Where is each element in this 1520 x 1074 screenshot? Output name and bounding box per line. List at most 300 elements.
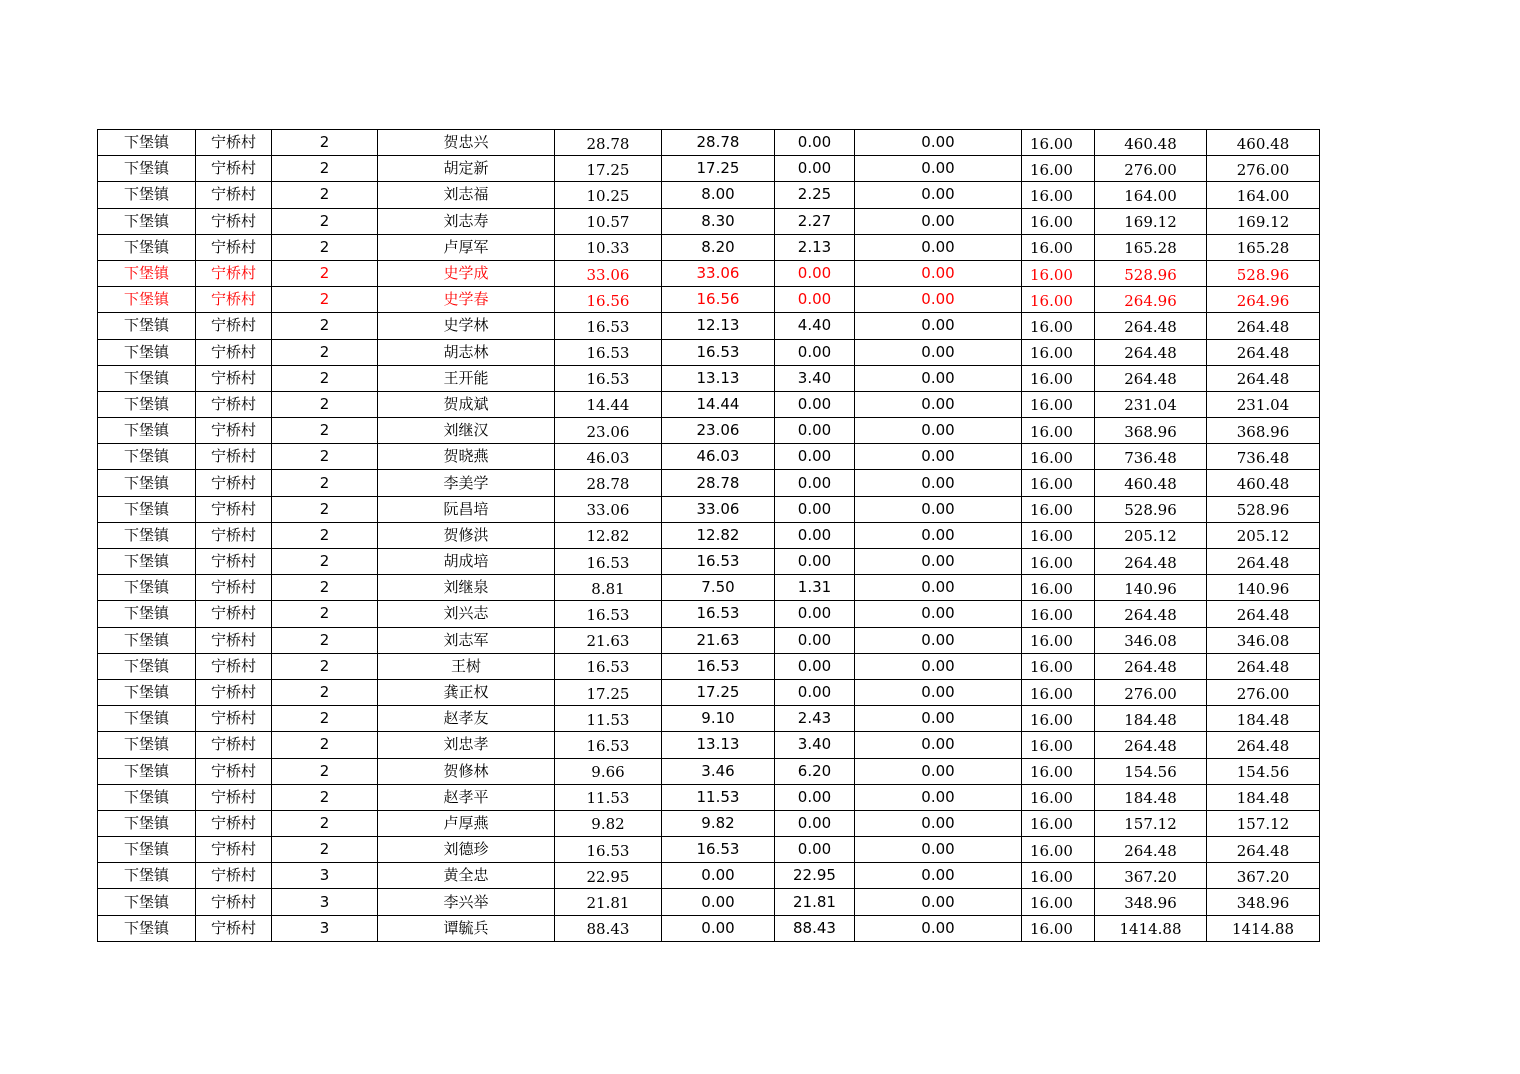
town-cell: 下堡镇 [98,234,196,260]
total-amount-cell: 736.48 [1207,444,1320,470]
area-b-cell: 0.00 [775,391,855,417]
area-c-cell: 0.00 [855,522,1022,548]
area-c-cell: 0.00 [855,601,1022,627]
area-b-cell: 88.43 [775,915,855,941]
total-area-cell: 33.06 [555,260,662,286]
area-c-cell: 0.00 [855,156,1022,182]
amount-cell: 264.48 [1095,653,1207,679]
area-a-cell: 3.46 [662,758,775,784]
group-cell: 2 [272,627,378,653]
area-c-cell: 0.00 [855,496,1022,522]
amount-cell: 264.48 [1095,313,1207,339]
village-cell: 宁桥村 [196,784,272,810]
group-cell: 2 [272,522,378,548]
name-cell: 史学春 [378,287,555,313]
name-cell: 王树 [378,653,555,679]
area-b-cell: 0.00 [775,418,855,444]
name-cell: 史学成 [378,260,555,286]
area-a-cell: 13.13 [662,732,775,758]
price-cell: 16.00 [1022,915,1095,941]
area-c-cell: 0.00 [855,313,1022,339]
area-b-cell: 0.00 [775,339,855,365]
group-cell: 2 [272,313,378,339]
total-area-cell: 9.66 [555,758,662,784]
total-area-cell: 10.57 [555,208,662,234]
name-cell: 阮昌培 [378,496,555,522]
village-cell: 宁桥村 [196,208,272,234]
area-c-cell: 0.00 [855,130,1022,156]
town-cell: 下堡镇 [98,418,196,444]
name-cell: 刘兴志 [378,601,555,627]
price-cell: 16.00 [1022,522,1095,548]
name-cell: 谭毓兵 [378,915,555,941]
total-area-cell: 21.63 [555,627,662,653]
village-cell: 宁桥村 [196,313,272,339]
total-amount-cell: 264.96 [1207,287,1320,313]
amount-cell: 276.00 [1095,679,1207,705]
amount-cell: 184.48 [1095,784,1207,810]
village-cell: 宁桥村 [196,758,272,784]
price-cell: 16.00 [1022,889,1095,915]
area-c-cell: 0.00 [855,418,1022,444]
total-amount-cell: 264.48 [1207,601,1320,627]
village-cell: 宁桥村 [196,915,272,941]
area-a-cell: 28.78 [662,470,775,496]
village-cell: 宁桥村 [196,418,272,444]
area-a-cell: 11.53 [662,784,775,810]
village-cell: 宁桥村 [196,182,272,208]
total-area-cell: 17.25 [555,156,662,182]
town-cell: 下堡镇 [98,679,196,705]
name-cell: 胡成培 [378,549,555,575]
table-row [98,601,1320,627]
town-cell: 下堡镇 [98,627,196,653]
total-area-cell: 11.53 [555,706,662,732]
total-amount-cell: 184.48 [1207,706,1320,732]
area-a-cell: 9.82 [662,810,775,836]
area-b-cell: 0.00 [775,837,855,863]
area-a-cell: 16.53 [662,601,775,627]
table-row [98,418,1320,444]
group-cell: 2 [272,732,378,758]
village-cell: 宁桥村 [196,575,272,601]
area-c-cell: 0.00 [855,653,1022,679]
village-cell: 宁桥村 [196,837,272,863]
village-cell: 宁桥村 [196,287,272,313]
table-row [98,365,1320,391]
price-cell: 16.00 [1022,208,1095,234]
name-cell: 王开能 [378,365,555,391]
price-cell: 16.00 [1022,837,1095,863]
price-cell: 16.00 [1022,260,1095,286]
group-cell: 2 [272,260,378,286]
village-cell: 宁桥村 [196,679,272,705]
group-cell: 2 [272,496,378,522]
area-a-cell: 16.53 [662,339,775,365]
group-cell: 2 [272,130,378,156]
table-row [98,863,1320,889]
area-b-cell: 0.00 [775,679,855,705]
price-cell: 16.00 [1022,365,1095,391]
town-cell: 下堡镇 [98,208,196,234]
area-a-cell: 17.25 [662,679,775,705]
total-area-cell: 16.53 [555,601,662,627]
area-b-cell: 0.00 [775,653,855,679]
price-cell: 16.00 [1022,784,1095,810]
village-cell: 宁桥村 [196,601,272,627]
group-cell: 2 [272,339,378,365]
name-cell: 李美学 [378,470,555,496]
total-amount-cell: 264.48 [1207,339,1320,365]
area-c-cell: 0.00 [855,391,1022,417]
table-row [98,260,1320,286]
area-a-cell: 16.53 [662,653,775,679]
total-area-cell: 46.03 [555,444,662,470]
amount-cell: 528.96 [1095,260,1207,286]
total-area-cell: 28.78 [555,470,662,496]
area-a-cell: 8.20 [662,234,775,260]
area-a-cell: 28.78 [662,130,775,156]
village-cell: 宁桥村 [196,234,272,260]
area-c-cell: 0.00 [855,863,1022,889]
price-cell: 16.00 [1022,679,1095,705]
town-cell: 下堡镇 [98,287,196,313]
area-a-cell: 8.30 [662,208,775,234]
total-amount-cell: 184.48 [1207,784,1320,810]
village-cell: 宁桥村 [196,444,272,470]
name-cell: 贺晓燕 [378,444,555,470]
name-cell: 史学林 [378,313,555,339]
area-b-cell: 0.00 [775,156,855,182]
town-cell: 下堡镇 [98,130,196,156]
total-area-cell: 16.53 [555,732,662,758]
area-c-cell: 0.00 [855,182,1022,208]
price-cell: 16.00 [1022,130,1095,156]
village-cell: 宁桥村 [196,260,272,286]
price-cell: 16.00 [1022,234,1095,260]
village-cell: 宁桥村 [196,522,272,548]
town-cell: 下堡镇 [98,575,196,601]
table-row [98,575,1320,601]
town-cell: 下堡镇 [98,260,196,286]
area-a-cell: 13.13 [662,365,775,391]
price-cell: 16.00 [1022,470,1095,496]
amount-cell: 1414.88 [1095,915,1207,941]
village-cell: 宁桥村 [196,732,272,758]
group-cell: 2 [272,575,378,601]
amount-cell: 264.48 [1095,732,1207,758]
area-b-cell: 1.31 [775,575,855,601]
name-cell: 赵孝友 [378,706,555,732]
amount-cell: 264.48 [1095,601,1207,627]
price-cell: 16.00 [1022,758,1095,784]
table-row [98,313,1320,339]
table-row [98,522,1320,548]
total-amount-cell: 157.12 [1207,810,1320,836]
town-cell: 下堡镇 [98,732,196,758]
area-c-cell: 0.00 [855,208,1022,234]
total-amount-cell: 367.20 [1207,863,1320,889]
name-cell: 刘继汉 [378,418,555,444]
total-area-cell: 9.82 [555,810,662,836]
group-cell: 3 [272,915,378,941]
amount-cell: 346.08 [1095,627,1207,653]
total-area-cell: 88.43 [555,915,662,941]
price-cell: 16.00 [1022,156,1095,182]
price-cell: 16.00 [1022,627,1095,653]
total-area-cell: 17.25 [555,679,662,705]
total-area-cell: 16.53 [555,339,662,365]
group-cell: 2 [272,679,378,705]
price-cell: 16.00 [1022,496,1095,522]
total-amount-cell: 154.56 [1207,758,1320,784]
price-cell: 16.00 [1022,391,1095,417]
table-row [98,470,1320,496]
town-cell: 下堡镇 [98,470,196,496]
total-amount-cell: 348.96 [1207,889,1320,915]
total-area-cell: 16.53 [555,653,662,679]
group-cell: 2 [272,287,378,313]
village-cell: 宁桥村 [196,889,272,915]
name-cell: 黄全忠 [378,863,555,889]
total-amount-cell: 140.96 [1207,575,1320,601]
price-cell: 16.00 [1022,575,1095,601]
price-cell: 16.00 [1022,863,1095,889]
area-b-cell: 0.00 [775,496,855,522]
total-area-cell: 28.78 [555,130,662,156]
amount-cell: 368.96 [1095,418,1207,444]
data-table [97,129,1320,942]
area-c-cell: 0.00 [855,706,1022,732]
village-cell: 宁桥村 [196,391,272,417]
town-cell: 下堡镇 [98,863,196,889]
table-row [98,627,1320,653]
total-area-cell: 16.53 [555,313,662,339]
area-c-cell: 0.00 [855,575,1022,601]
town-cell: 下堡镇 [98,182,196,208]
area-a-cell: 8.00 [662,182,775,208]
village-cell: 宁桥村 [196,863,272,889]
area-a-cell: 14.44 [662,391,775,417]
area-b-cell: 2.27 [775,208,855,234]
village-cell: 宁桥村 [196,470,272,496]
area-c-cell: 0.00 [855,444,1022,470]
group-cell: 2 [272,156,378,182]
area-a-cell: 0.00 [662,889,775,915]
town-cell: 下堡镇 [98,444,196,470]
name-cell: 贺修林 [378,758,555,784]
amount-cell: 184.48 [1095,706,1207,732]
town-cell: 下堡镇 [98,522,196,548]
area-c-cell: 0.00 [855,287,1022,313]
area-c-cell: 0.00 [855,810,1022,836]
name-cell: 卢厚燕 [378,810,555,836]
area-a-cell: 17.25 [662,156,775,182]
town-cell: 下堡镇 [98,784,196,810]
total-area-cell: 16.53 [555,365,662,391]
area-b-cell: 22.95 [775,863,855,889]
area-c-cell: 0.00 [855,679,1022,705]
area-b-cell: 3.40 [775,365,855,391]
total-amount-cell: 264.48 [1207,313,1320,339]
total-area-cell: 23.06 [555,418,662,444]
amount-cell: 264.48 [1095,339,1207,365]
name-cell: 李兴举 [378,889,555,915]
name-cell: 刘志军 [378,627,555,653]
amount-cell: 528.96 [1095,496,1207,522]
total-amount-cell: 164.00 [1207,182,1320,208]
table-row [98,444,1320,470]
total-area-cell: 16.56 [555,287,662,313]
town-cell: 下堡镇 [98,496,196,522]
area-c-cell: 0.00 [855,470,1022,496]
total-amount-cell: 1414.88 [1207,915,1320,941]
area-a-cell: 46.03 [662,444,775,470]
amount-cell: 264.96 [1095,287,1207,313]
village-cell: 宁桥村 [196,339,272,365]
amount-cell: 460.48 [1095,130,1207,156]
amount-cell: 205.12 [1095,522,1207,548]
group-cell: 2 [272,182,378,208]
area-c-cell: 0.00 [855,365,1022,391]
total-amount-cell: 264.48 [1207,549,1320,575]
amount-cell: 154.56 [1095,758,1207,784]
area-b-cell: 0.00 [775,549,855,575]
area-b-cell: 0.00 [775,287,855,313]
town-cell: 下堡镇 [98,549,196,575]
name-cell: 贺修洪 [378,522,555,548]
name-cell: 胡定新 [378,156,555,182]
area-c-cell: 0.00 [855,627,1022,653]
table-row [98,339,1320,365]
town-cell: 下堡镇 [98,601,196,627]
price-cell: 16.00 [1022,549,1095,575]
name-cell: 赵孝平 [378,784,555,810]
area-b-cell: 2.13 [775,234,855,260]
town-cell: 下堡镇 [98,365,196,391]
area-b-cell: 0.00 [775,601,855,627]
area-a-cell: 12.13 [662,313,775,339]
total-amount-cell: 460.48 [1207,130,1320,156]
table-row [98,653,1320,679]
group-cell: 2 [272,706,378,732]
group-cell: 2 [272,784,378,810]
amount-cell: 165.28 [1095,234,1207,260]
table-row [98,549,1320,575]
area-b-cell: 21.81 [775,889,855,915]
total-area-cell: 11.53 [555,784,662,810]
town-cell: 下堡镇 [98,653,196,679]
price-cell: 16.00 [1022,810,1095,836]
area-b-cell: 0.00 [775,627,855,653]
group-cell: 2 [272,208,378,234]
group-cell: 2 [272,391,378,417]
area-a-cell: 9.10 [662,706,775,732]
table-row [98,915,1320,941]
amount-cell: 367.20 [1095,863,1207,889]
group-cell: 3 [272,889,378,915]
village-cell: 宁桥村 [196,130,272,156]
table-row [98,287,1320,313]
area-a-cell: 21.63 [662,627,775,653]
total-area-cell: 22.95 [555,863,662,889]
village-cell: 宁桥村 [196,653,272,679]
table-row [98,208,1320,234]
table-row [98,234,1320,260]
price-cell: 16.00 [1022,444,1095,470]
price-cell: 16.00 [1022,313,1095,339]
town-cell: 下堡镇 [98,837,196,863]
area-a-cell: 12.82 [662,522,775,548]
area-b-cell: 2.43 [775,706,855,732]
area-a-cell: 16.53 [662,837,775,863]
total-amount-cell: 276.00 [1207,156,1320,182]
amount-cell: 264.48 [1095,549,1207,575]
area-a-cell: 33.06 [662,260,775,286]
total-area-cell: 8.81 [555,575,662,601]
area-a-cell: 33.06 [662,496,775,522]
area-c-cell: 0.00 [855,339,1022,365]
amount-cell: 276.00 [1095,156,1207,182]
total-amount-cell: 368.96 [1207,418,1320,444]
area-b-cell: 3.40 [775,732,855,758]
price-cell: 16.00 [1022,732,1095,758]
area-a-cell: 16.53 [662,549,775,575]
price-cell: 16.00 [1022,706,1095,732]
name-cell: 贺成斌 [378,391,555,417]
total-amount-cell: 231.04 [1207,391,1320,417]
area-c-cell: 0.00 [855,758,1022,784]
amount-cell: 157.12 [1095,810,1207,836]
area-b-cell: 2.25 [775,182,855,208]
name-cell: 刘忠孝 [378,732,555,758]
area-a-cell: 0.00 [662,915,775,941]
amount-cell: 264.48 [1095,837,1207,863]
table-row [98,784,1320,810]
total-area-cell: 10.25 [555,182,662,208]
village-cell: 宁桥村 [196,706,272,732]
total-amount-cell: 264.48 [1207,732,1320,758]
price-cell: 16.00 [1022,653,1095,679]
town-cell: 下堡镇 [98,758,196,784]
town-cell: 下堡镇 [98,156,196,182]
group-cell: 2 [272,758,378,784]
village-cell: 宁桥村 [196,810,272,836]
total-area-cell: 14.44 [555,391,662,417]
name-cell: 贺忠兴 [378,130,555,156]
table-row [98,837,1320,863]
total-area-cell: 12.82 [555,522,662,548]
town-cell: 下堡镇 [98,339,196,365]
amount-cell: 348.96 [1095,889,1207,915]
price-cell: 16.00 [1022,601,1095,627]
price-cell: 16.00 [1022,287,1095,313]
total-area-cell: 33.06 [555,496,662,522]
area-c-cell: 0.00 [855,260,1022,286]
village-cell: 宁桥村 [196,365,272,391]
town-cell: 下堡镇 [98,706,196,732]
table-row [98,758,1320,784]
town-cell: 下堡镇 [98,313,196,339]
table-row [98,732,1320,758]
table-body [98,130,1320,942]
village-cell: 宁桥村 [196,496,272,522]
area-b-cell: 0.00 [775,810,855,836]
area-c-cell: 0.00 [855,234,1022,260]
name-cell: 胡志林 [378,339,555,365]
area-c-cell: 0.00 [855,784,1022,810]
total-amount-cell: 165.28 [1207,234,1320,260]
